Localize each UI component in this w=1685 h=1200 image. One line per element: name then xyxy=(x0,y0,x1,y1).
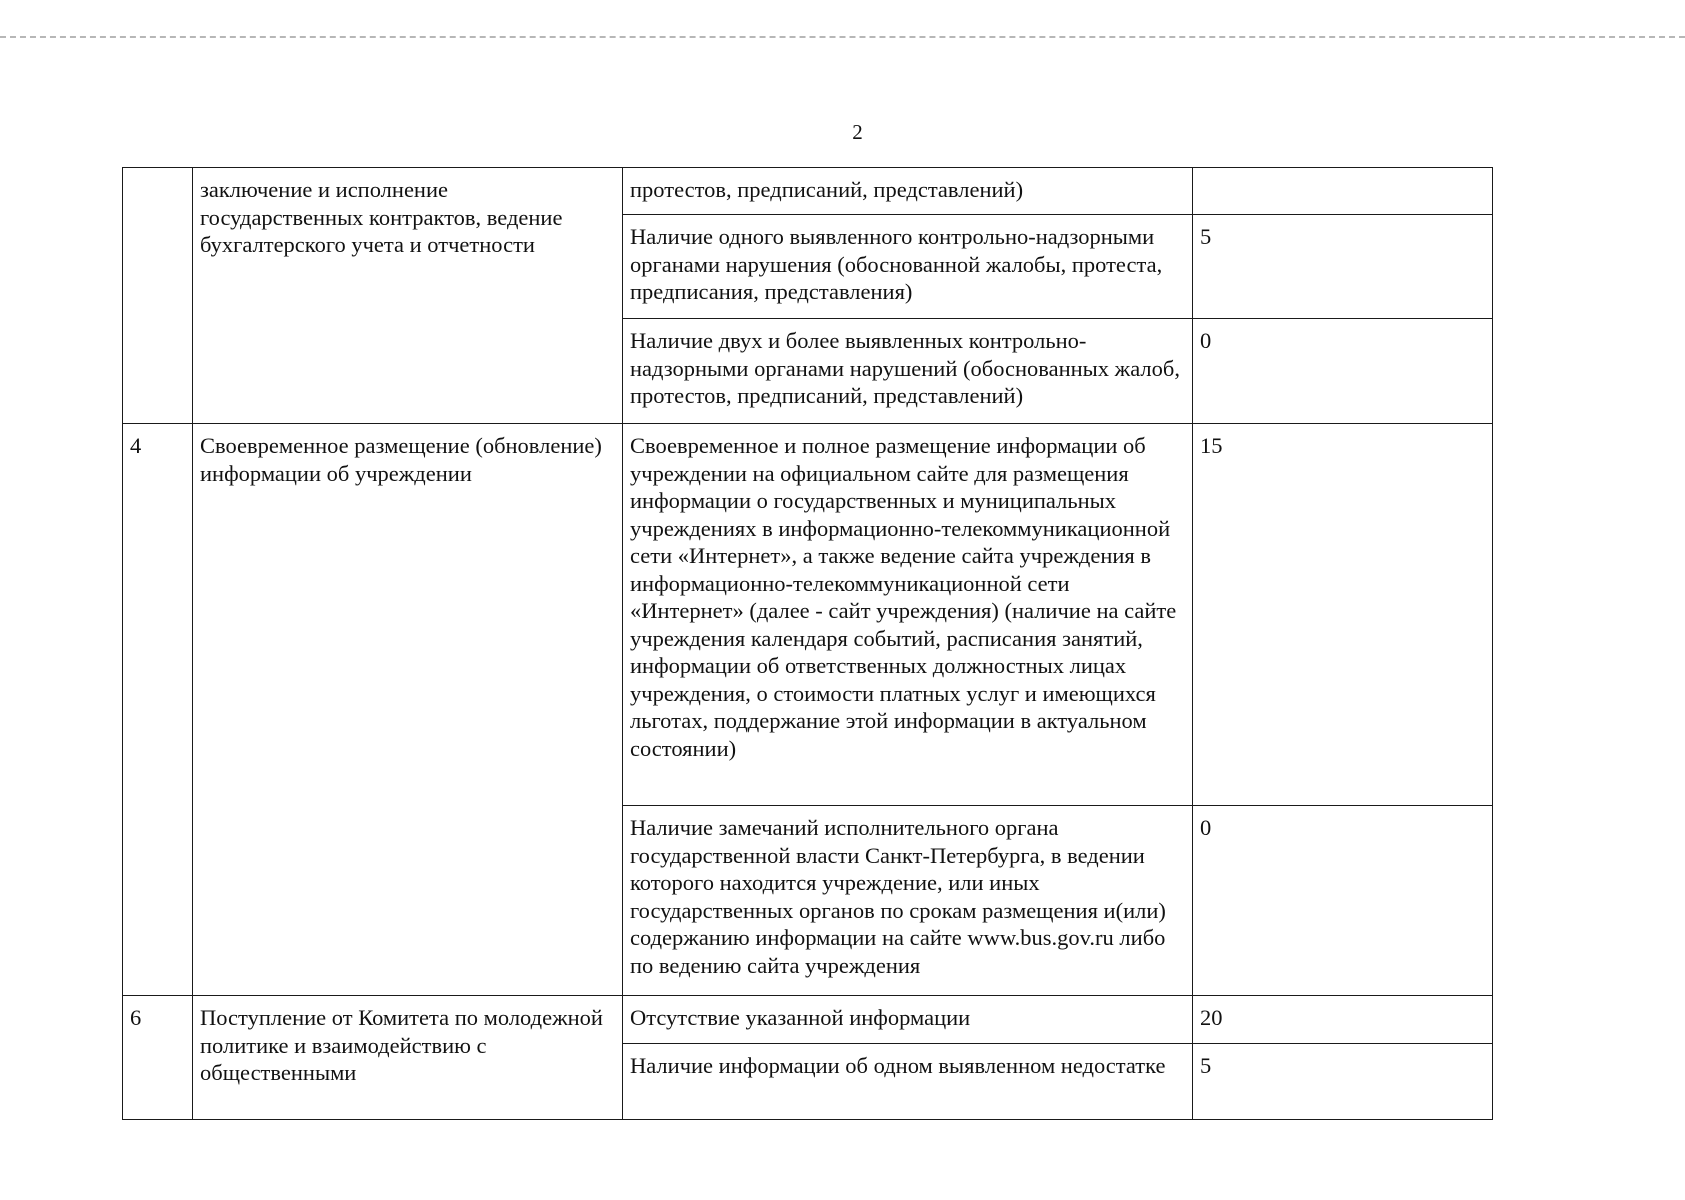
row-number xyxy=(123,168,193,424)
condition-cell: Наличие двух и более выявленных контрольно-надзорными органами нарушений (обоснованных жалоб, протестов, предписаний, представлений) xyxy=(623,319,1193,424)
table-row xyxy=(123,424,1493,806)
condition-cell: протестов, предписаний, представлений) xyxy=(623,168,1193,215)
condition-cell: Наличие информации об одном выявленном недостатке xyxy=(623,1044,1193,1120)
page-number: 2 xyxy=(852,120,863,144)
table-row xyxy=(123,168,1493,215)
condition-cell: Наличие замечаний исполнительного органа государственной власти Санкт-Петербурга, в ведении которого находится учреждение, или иных государственных органов по срокам размещения и(или) содержанию информации на сайте www.bus.gov.ru либо по ведению сайта учреждения xyxy=(623,806,1193,996)
criterion-cell: Своевременное размещение (обновление) информации об учреждении xyxy=(193,424,623,996)
row-number: 4 xyxy=(123,424,193,996)
score-cell xyxy=(1193,168,1493,215)
condition-cell: Отсутствие указанной информации xyxy=(623,996,1193,1044)
score-cell: 0 xyxy=(1193,806,1493,996)
condition-cell: Наличие одного выявленного контрольно-надзорными органами нарушения (обоснованной жалобы, протеста, предписания, представления) xyxy=(623,215,1193,319)
score-cell: 15 xyxy=(1193,424,1493,806)
condition-cell: Своевременное и полное размещение информации об учреждении на официальном сайте для размещения информации о государственных и муниципальных учреждениях в информационно-телекоммуникационной сети «Интернет», а также ведение сайта учреждения в информационно-телекоммуникационной сети «Интернет» (далее - сайт учреждения) (наличие на сайте учреждения календаря событий, расписания занятий, информации об ответственных должностных лицах учреждения, о стоимости платных услуг и имеющихся льготах, поддержание этой информации в актуальном состоянии) xyxy=(623,424,1193,806)
score-cell: 5 xyxy=(1193,215,1493,319)
score-cell: 20 xyxy=(1193,996,1493,1044)
score-cell: 5 xyxy=(1193,1044,1493,1120)
scan-artifact-line xyxy=(0,36,1685,38)
criterion-cell: заключение и исполнение государственных контрактов, ведение бухгалтерского учета и отчетности xyxy=(193,168,623,424)
score-cell: 0 xyxy=(1193,319,1493,424)
row-number: 6 xyxy=(123,996,193,1120)
criteria-table xyxy=(122,167,1493,1120)
table-row xyxy=(123,996,1493,1044)
criterion-cell: Поступление от Комитета по молодежной политике и взаимодействию с общественными xyxy=(193,996,623,1120)
